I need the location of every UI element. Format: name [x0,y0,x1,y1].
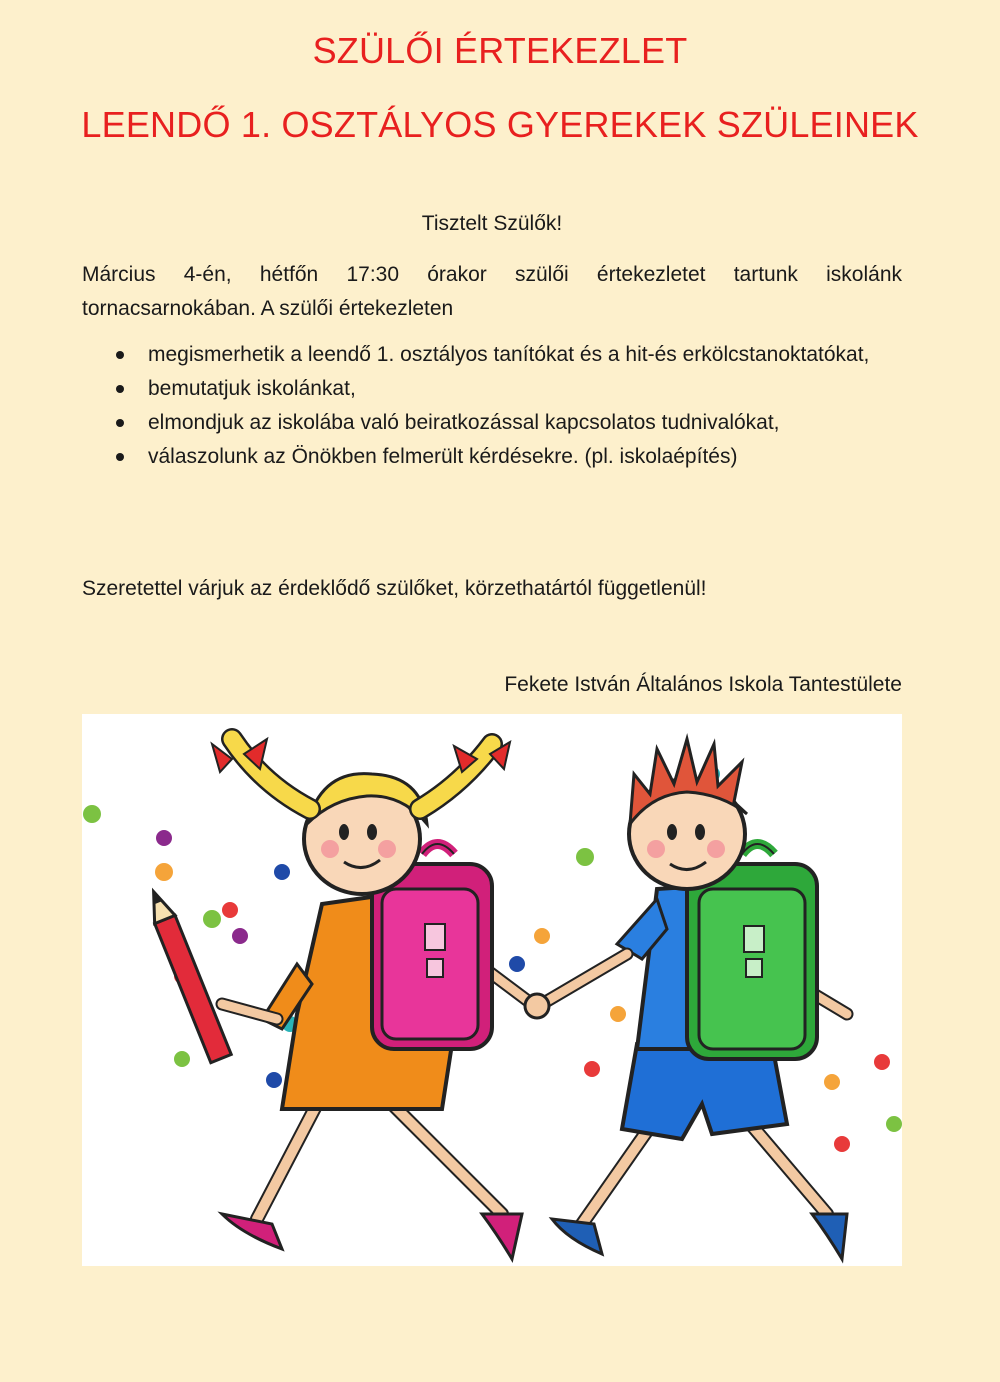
closing-sentence: Szeretettel várjuk az érdeklődő szülőket, körzethatártól függetlenül! [82,577,707,600]
page-title: SZÜLŐI ÉRTEKEZLET [312,30,688,71]
list-item: válaszolunk az Önökben felmerült kérdésekre. (pl. iskolaépítés) [148,440,902,474]
intro-paragraph: Március 4-én, hétfőn 17:30 órakor szülői értekezletet tartunk iskolánk tornacsarnokában. A szülői értekezleten [82,263,902,320]
list-item: bemutatjuk iskolánkat, [148,372,902,406]
children-illustration [82,714,902,1266]
greeting: Tisztelt Szülők! [421,212,563,235]
signature: Fekete István Általános Iskola Tantestülete [504,673,902,696]
girl-figure [143,739,532,1259]
boy-figure [542,739,847,1259]
list-item: megismerhetik a leendő 1. osztályos tanítókat és a hit-és erkölcstanoktatókat, [148,338,902,372]
joined-hands [525,994,549,1018]
list-item: elmondjuk az iskolába való beiratkozással kapcsolatos tudnivalókat, [148,406,902,440]
page-subtitle: LEENDŐ 1. OSZTÁLYOS GYEREKEK SZÜLEINEK [81,104,919,145]
agenda-list [82,338,902,474]
